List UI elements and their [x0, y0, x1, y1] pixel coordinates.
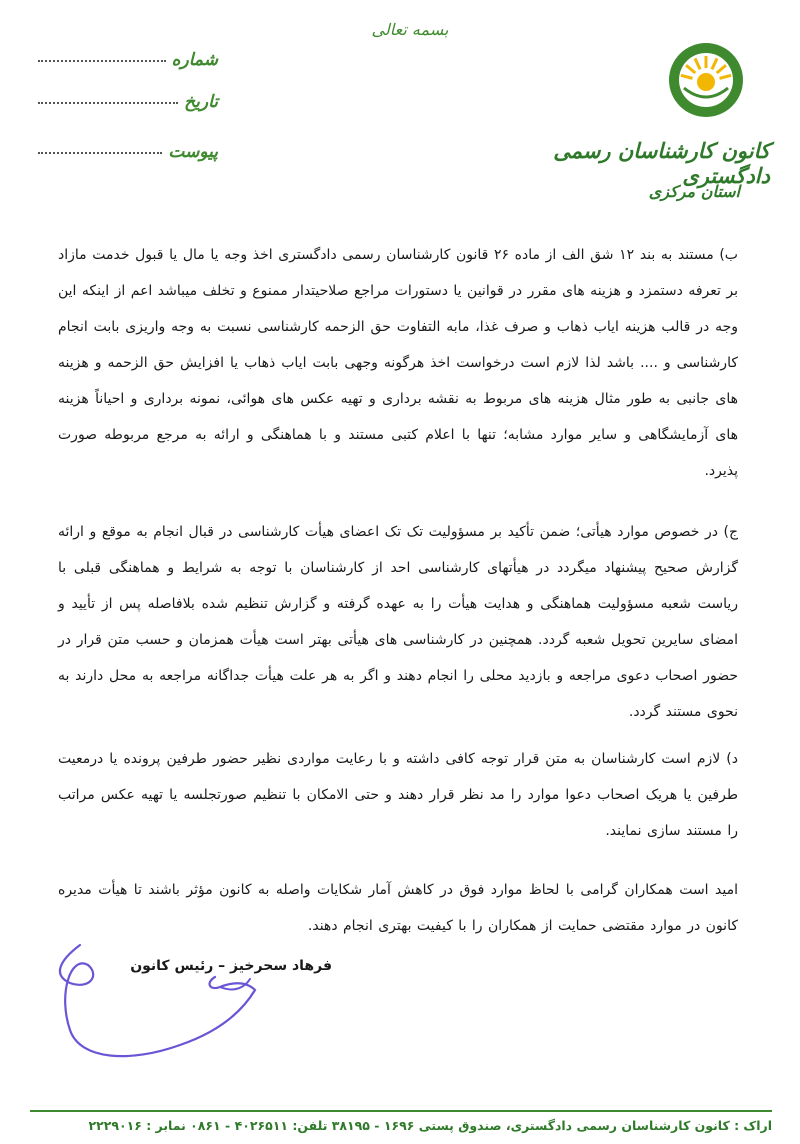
- organization-name: کانون کارشناسان رسمی دادگستری: [553, 138, 770, 188]
- footer-address: اراک : کانون کارشناسان رسمی دادگستری، صندوق پستی ۱۶۹۶ - ۳۸۱۹۵ تلفن: ۴۰۲۶۵۱۱ - ۰۸۶۱ نمابر : ۲۲۲۹۰۱۶: [88, 1118, 772, 1133]
- number-field: [38, 40, 218, 70]
- paragraph-b: ب) مستند به بند ۱۲ شق الف از ماده ۲۶ قانون کارشناسان رسمی دادگستری اخذ وجه یا مال یا قبول خدمت مازاد بر تعرفه دستمزد و هزینه های مقرر در قوانین یا دستورات مراجع صلاحیتدار ممنوع و تخلف میباشد اعم از اینکه این وجه در قالب هزینه ایاب ذهاب و صرف غذا، مابه التفاوت حق الزحمه کارشناسی نسبت به وجه واریزی بابت انجام کارشناسی و .... باشد لذا لازم است درخواست اخذ هرگونه وجهی بابت ایاب ذهاب یا افزایش حق الزحمه و هزینه های جانبی به طور مثال هزینه های مربوط به نقشه برداری و تهیه عکس های هوائی، نمونه برداری و احیاناً هزینه های آزمایشگاهی و سایر موارد مشابه؛ تنها با اعلام کتبی مستند و با هماهنگی و ارائه به مرجع مربوطه صورت پذیرد.: [58, 247, 738, 479]
- number-label: شماره: [171, 50, 218, 70]
- attachment-dots: [38, 152, 162, 154]
- number-dots: [38, 60, 166, 62]
- attachment-field: [38, 132, 218, 162]
- paragraph-d: د) لازم است کارشناسان به متن قرار توجه کافی داشته و با رعایت مواردی نظیر حضور طرفین پرونده یا درمعیت طرفین یا هریک اصحاب دعوا موارد را مد نظر قرار دهند و حتی الامکان با تنظیم صورتجلسه یا تهیه عکس مراتب را مستند سازی نمایند.: [58, 751, 738, 839]
- date-dots: [38, 102, 178, 104]
- bismillah: بسمه تعالی: [371, 20, 449, 39]
- date-field: [38, 82, 218, 112]
- attachment-label: پیوست: [168, 142, 218, 162]
- paragraph-j: ج) در خصوص موارد هیأتی؛ ضمن تأکید بر مسؤولیت تک تک اعضای هیأت کارشناسی در قبال انجام به موقع و ارائه گزارش صحیح پیشنهاد میگردد در هیأتهای کارشناسی احد از کارشناسان با توجه به شرایط و هماهنگی قبلی با ریاست شعبه مسؤولیت هماهنگی و هدایت هیأت را به عهده گرفته و گزارش تنظیم شده بلافاصله پس از تأیید و امضای سایرین تحویل شعبه گردد. همچنین در کارشناسی های هیأتی بهتر است هیأت همزمان و حسب متن قرار در حضور اصحاب دعوی مراجعه و بازدید محلی را انجام دهند و اگر به هر علت هیأت جداگانه مراجعه به محل دارند به نحوی مستند گردد.: [58, 524, 738, 720]
- organization-logo-icon: [668, 42, 744, 118]
- date-label: تاریخ: [184, 92, 218, 112]
- handwritten-signature-icon: [40, 935, 270, 1070]
- province-name: استان مرکزی: [648, 182, 740, 201]
- signer-name: فرهاد سحرخیز – رئیس کانون: [130, 958, 332, 974]
- closing-paragraph: امید است همکاران گرامی با لحاظ موارد فوق در کاهش آمار شکایات واصله به کانون مؤثر باشند تا هیأت مدیره کانون در موارد مقتضی حمایت از همکاران را با کیفیت بهتری انجام دهند.: [58, 882, 738, 934]
- footer-divider: [30, 1110, 772, 1112]
